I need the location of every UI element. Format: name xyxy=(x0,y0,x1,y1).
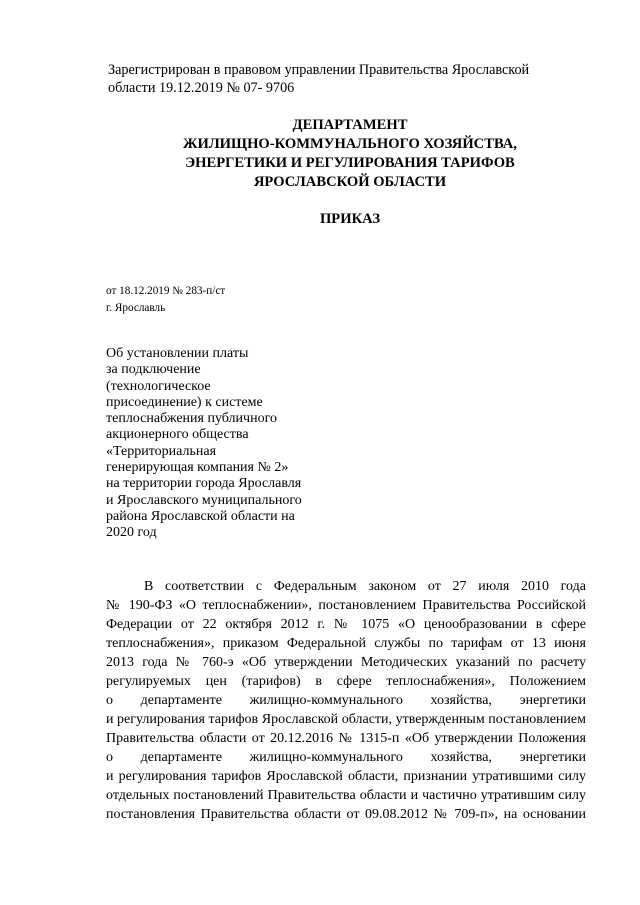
body-line: Правительства области от 20.12.2016 № 1315-п «Об утверждении Положения xyxy=(106,731,586,746)
registration-note xyxy=(108,61,578,97)
department-header-line-3: ЭНЕРГЕТИКИ И РЕГУЛИРОВАНИЯ ТАРИФОВ xyxy=(185,155,515,171)
subject-line: и Ярославского муниципального xyxy=(106,492,302,508)
subject-line: 2020 год xyxy=(106,525,157,541)
subject-line: «Территориальная xyxy=(106,443,217,459)
subject-line: присоединение) к системе xyxy=(106,394,263,410)
registration-note-line-1: Зарегистрирован в правовом управлении Правительства Ярославской xyxy=(108,62,530,78)
body-line: 2013 года № 760-э «Об утверждении Методических указаний по расчету xyxy=(106,655,586,670)
body-line: о департаменте жилищно-коммунального хозяйства, энергетики xyxy=(106,693,586,708)
body-line: о департаменте жилищно-коммунального хозяйства, энергетики xyxy=(106,750,586,765)
document-type-title: ПРИКАЗ xyxy=(319,211,381,227)
subject-line: генерирующая компания № 2» xyxy=(106,460,289,476)
body-line: № 190-ФЗ «О теплоснабжении», постановлением Правительства Российской xyxy=(106,598,586,613)
department-header-line-2: ЖИЛИЩНО-КОММУНАЛЬНОГО ХОЗЯЙСТВА, xyxy=(183,136,517,152)
subject-line: за подключение xyxy=(106,362,201,378)
subject-line: района Ярославской области на xyxy=(106,508,295,524)
department-header xyxy=(100,116,600,192)
body-line: Федерации от 22 октября 2012 г. № 1075 «О ценообразовании в сфере xyxy=(106,617,586,632)
body-line: и регулирования тарифов Ярославской области, признании утратившими силу xyxy=(106,769,586,784)
subject-line: на территории города Ярославля xyxy=(106,476,302,492)
order-body-paragraph xyxy=(106,577,586,824)
registration-note-line-2: области 19.12.2019 № 07- 9706 xyxy=(108,80,295,96)
subject-line: теплоснабжения публичного xyxy=(106,411,277,427)
subject-line: Об установлении платы xyxy=(106,346,249,361)
order-meta xyxy=(106,283,406,317)
department-header-line-1: ДЕПАРТАМЕНТ xyxy=(292,117,408,133)
body-line: и регулирования тарифов Ярославской области, утвержденным постановлением xyxy=(106,712,586,727)
order-city: г. Ярославль xyxy=(106,302,166,314)
department-header-line-4: ЯРОСЛАВСКОЙ ОБЛАСТИ xyxy=(253,174,447,190)
body-line: регулируемых цен (тарифов) в сфере теплоснабжения», Положением xyxy=(106,674,586,689)
order-date-number: от 18.12.2019 № 283-п/ст xyxy=(106,285,226,297)
order-subject xyxy=(106,346,366,542)
body-line: постановления Правительства области от 09.08.2012 № 709-п», на основании xyxy=(106,807,586,822)
subject-line: (технологическое xyxy=(106,378,211,394)
body-line: В соответствии с Федеральным законом от 27 июля 2010 года xyxy=(144,579,586,594)
body-line: теплоснабжения», приказом Федеральной службы по тарифам от 13 июня xyxy=(106,636,586,651)
body-line: отдельных постановлений Правительства области и частично утратившим силу xyxy=(106,788,586,803)
subject-line: акционерного общества xyxy=(106,427,249,443)
